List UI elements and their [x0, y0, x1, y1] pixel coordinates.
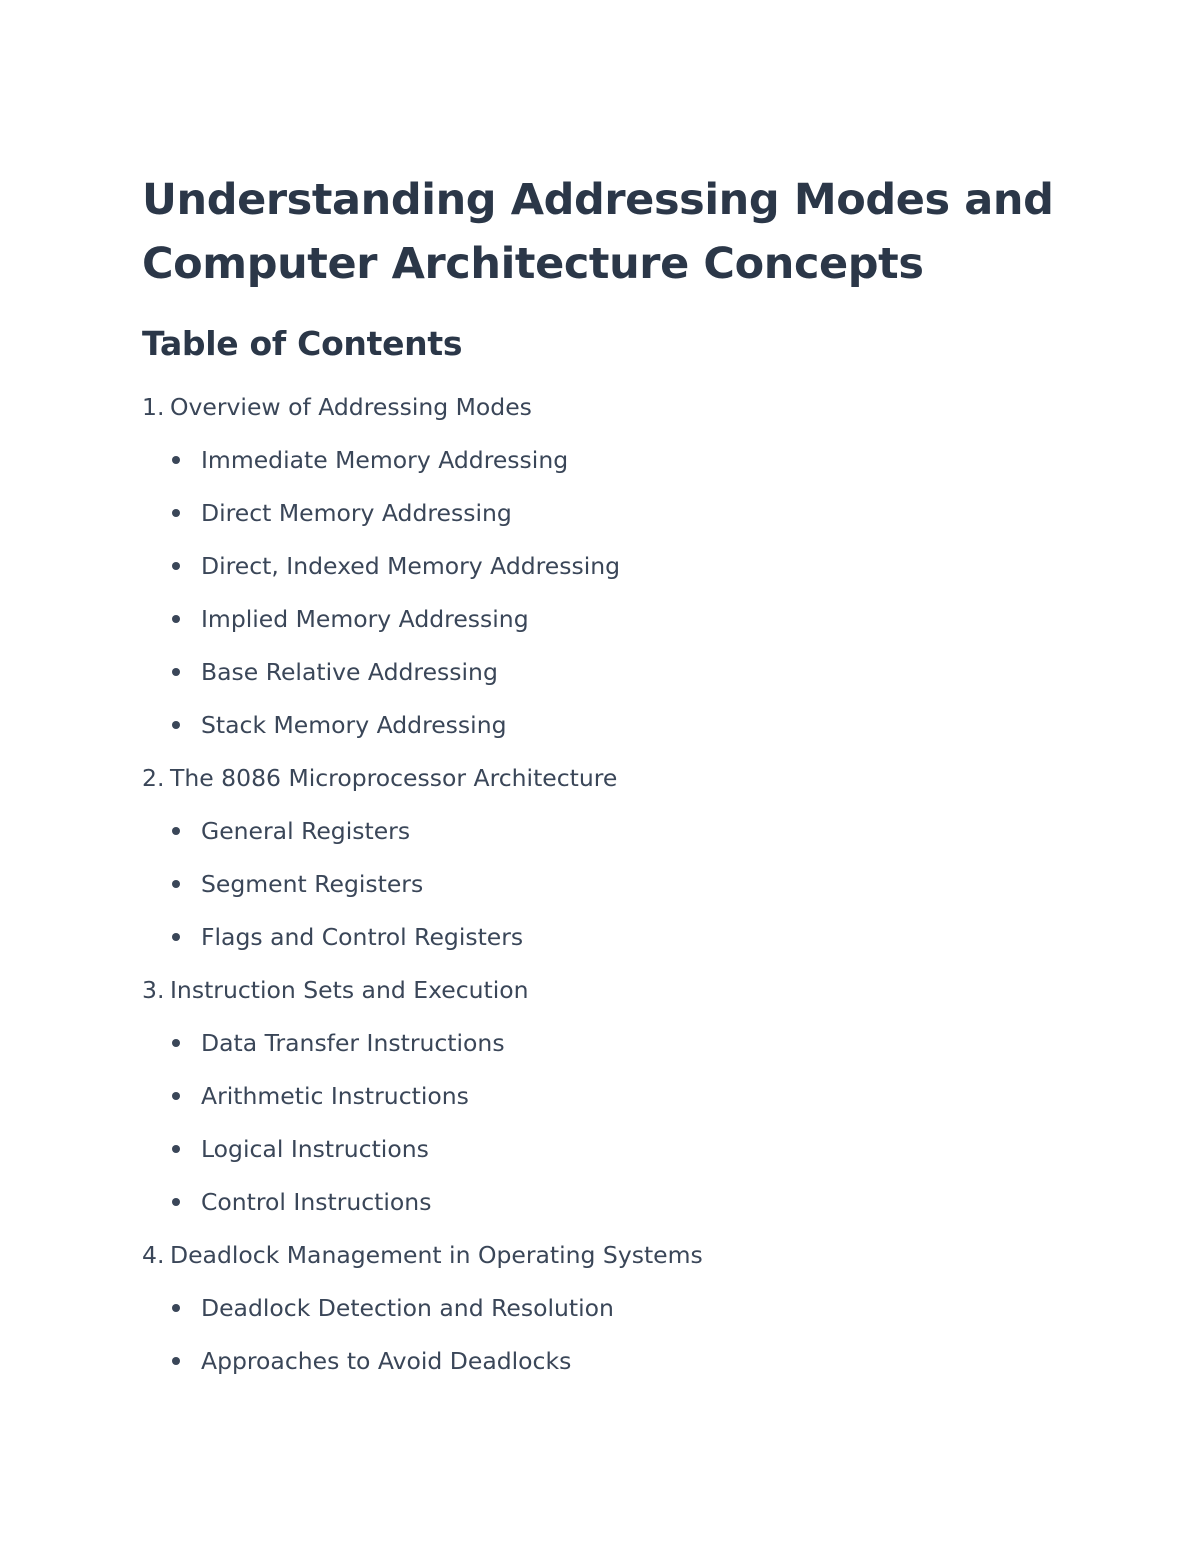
toc-section-label: The 8086 Microprocessor Architecture	[170, 764, 618, 792]
bullet-icon	[172, 562, 180, 570]
document-title: Understanding Addressing Modes and Computer Architecture Concepts	[142, 175, 1054, 289]
toc-subsection-item	[142, 443, 1082, 496]
toc-subsection-item	[142, 602, 1082, 655]
toc-subsection-label: Deadlock Detection and Resolution	[201, 1294, 614, 1322]
toc-section-row	[142, 761, 1082, 814]
toc-section-4	[142, 1238, 1082, 1397]
toc-subsection-item	[142, 549, 1082, 602]
toc-subsection-item	[142, 1344, 1082, 1397]
bullet-icon	[172, 615, 180, 623]
toc-subsection-label: Stack Memory Addressing	[201, 711, 507, 739]
toc-subsection-item	[142, 920, 1082, 973]
toc-subsection-item	[142, 867, 1082, 920]
toc-section-row	[142, 1238, 1082, 1291]
toc-subsection-list	[142, 443, 1082, 761]
toc-subsection-item	[142, 708, 1082, 761]
toc-subsection-label: General Registers	[201, 817, 411, 845]
toc-subsection-item	[142, 496, 1082, 549]
toc-section-row	[142, 973, 1082, 1026]
toc-subsection-label: Arithmetic Instructions	[201, 1082, 469, 1110]
toc-section-number: 1.	[142, 393, 165, 421]
toc-subsection-item	[142, 1132, 1082, 1185]
toc-subsection-label: Logical Instructions	[201, 1135, 429, 1163]
toc-subsection-label: Implied Memory Addressing	[201, 605, 529, 633]
bullet-icon	[172, 456, 180, 464]
toc-section-number: 4.	[142, 1241, 165, 1269]
bullet-icon	[172, 721, 180, 729]
toc-section-number: 3.	[142, 976, 165, 1004]
toc-section-label: Overview of Addressing Modes	[170, 393, 532, 421]
toc-section-row	[142, 390, 1082, 443]
toc-subsection-label: Direct Memory Addressing	[201, 499, 512, 527]
toc-subsection-label: Approaches to Avoid Deadlocks	[201, 1347, 572, 1375]
bullet-icon	[172, 1092, 180, 1100]
bullet-icon	[172, 1357, 180, 1365]
toc-heading: Table of Contents	[142, 324, 463, 363]
toc-subsection-item	[142, 655, 1082, 708]
bullet-icon	[172, 1145, 180, 1153]
table-of-contents	[142, 390, 1082, 1397]
bullet-icon	[172, 509, 180, 517]
toc-subsection-item	[142, 1079, 1082, 1132]
toc-subsection-item	[142, 1185, 1082, 1238]
bullet-icon	[172, 1304, 180, 1312]
toc-section-1	[142, 390, 1082, 761]
toc-subsection-label: Direct, Indexed Memory Addressing	[201, 552, 621, 580]
document-page	[142, 168, 1082, 1397]
bullet-icon	[172, 933, 180, 941]
toc-section-label: Instruction Sets and Execution	[170, 976, 529, 1004]
toc-section-number: 2.	[142, 764, 165, 792]
toc-subsection-label: Data Transfer Instructions	[201, 1029, 505, 1057]
bullet-icon	[172, 880, 180, 888]
toc-subsection-item	[142, 1291, 1082, 1344]
toc-section-3	[142, 973, 1082, 1238]
toc-subsection-label: Flags and Control Registers	[201, 923, 524, 951]
toc-subsection-label: Segment Registers	[201, 870, 424, 898]
toc-section-label: Deadlock Management in Operating Systems	[170, 1241, 703, 1269]
toc-subsection-list	[142, 814, 1082, 973]
toc-subsection-item	[142, 814, 1082, 867]
bullet-icon	[172, 827, 180, 835]
bullet-icon	[172, 668, 180, 676]
toc-subsection-label: Control Instructions	[201, 1188, 432, 1216]
toc-section-2	[142, 761, 1082, 973]
toc-subsection-label: Base Relative Addressing	[201, 658, 498, 686]
toc-subsection-list	[142, 1291, 1082, 1397]
toc-subsection-item	[142, 1026, 1082, 1079]
toc-subsection-list	[142, 1026, 1082, 1238]
toc-subsection-label: Immediate Memory Addressing	[201, 446, 569, 474]
bullet-icon	[172, 1039, 180, 1047]
bullet-icon	[172, 1198, 180, 1206]
